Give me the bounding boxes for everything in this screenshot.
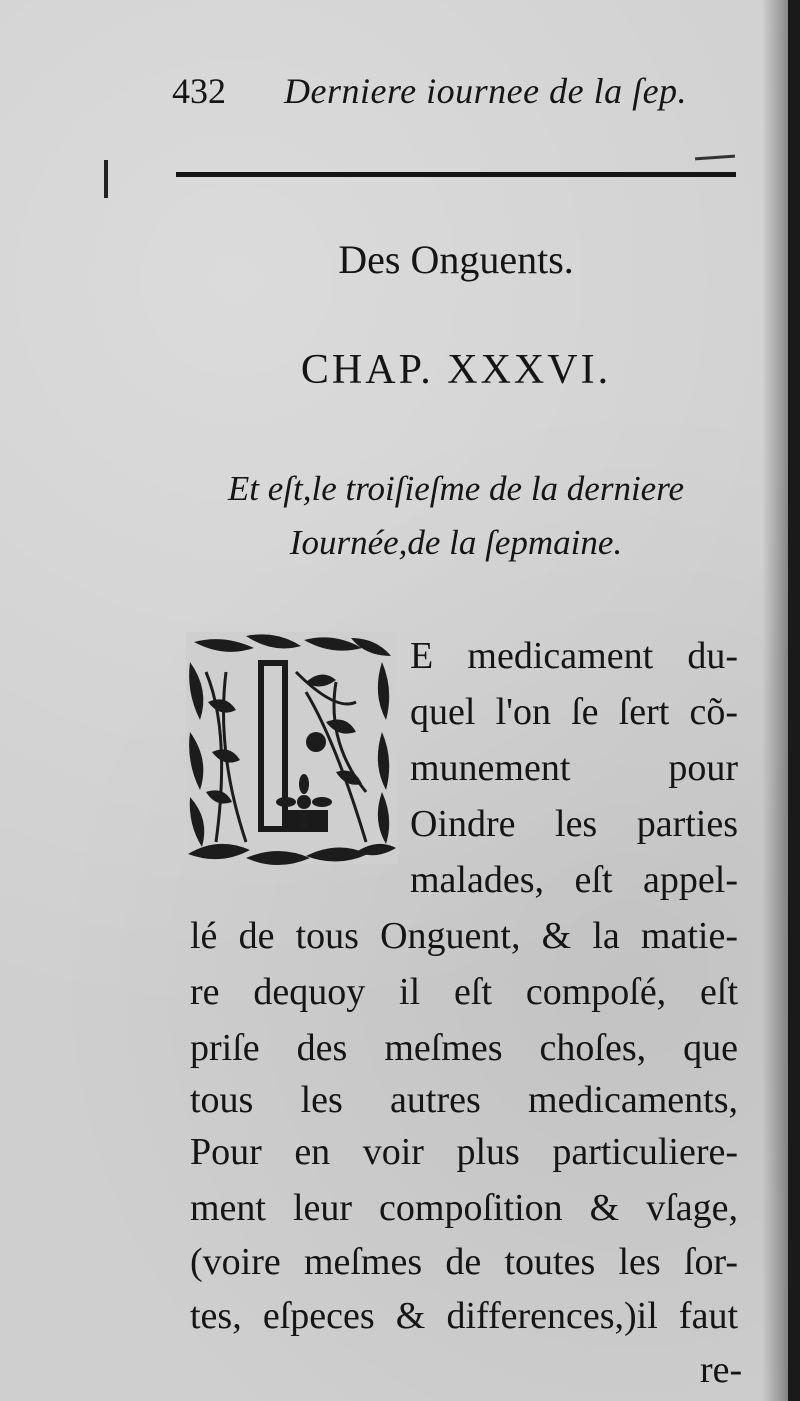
- catchword: re-: [700, 1349, 743, 1391]
- section-title: Des Onguents.: [338, 237, 574, 282]
- initial-letter-glyph: L: [386, 864, 387, 865]
- page-header: [172, 70, 692, 122]
- body-line: munement pour: [410, 747, 738, 789]
- body-line: (voire meſmes de toutes les ſor-: [190, 1241, 738, 1283]
- page-edge-shadow: [762, 0, 788, 1401]
- body-line: E medicament du-: [410, 635, 738, 677]
- body-line: re dequoy il eſt compoſé, eſt: [190, 971, 738, 1013]
- body-line: priſe des meſmes choſes, que: [190, 1027, 738, 1069]
- body-line: malades, eſt appel-: [410, 859, 738, 901]
- body-line: Oindre les parties: [410, 803, 738, 845]
- decorated-initial-letter: [186, 632, 398, 864]
- body-line: tes, eſpeces & differences,)il faut: [190, 1295, 738, 1337]
- body-line: ment leur compoſition & vſage,: [190, 1187, 738, 1229]
- margin-mark: [104, 160, 108, 198]
- body-line: tous les autres medicaments,: [190, 1079, 738, 1121]
- header-rule-flourish: [695, 155, 735, 161]
- subtitle-line-1: Et eſt,le troiſieſme de la derniere: [227, 469, 685, 508]
- running-head: Derniere iournee de la ſep.: [284, 71, 688, 111]
- chapter-title: CHAP. XXXVI.: [300, 347, 612, 393]
- subtitle-line-2: Iournée,de la ſepmaine.: [289, 523, 623, 562]
- chapter-subtitle: [176, 462, 736, 570]
- page-number: 432: [172, 71, 226, 111]
- header-rule: [176, 172, 736, 177]
- body-line: quel l'on ſe ſert cõ-: [410, 691, 738, 733]
- body-line: lé de tous Onguent, & la matie-: [190, 915, 738, 957]
- body-line: Pour en voir plus particuliere-: [190, 1131, 738, 1173]
